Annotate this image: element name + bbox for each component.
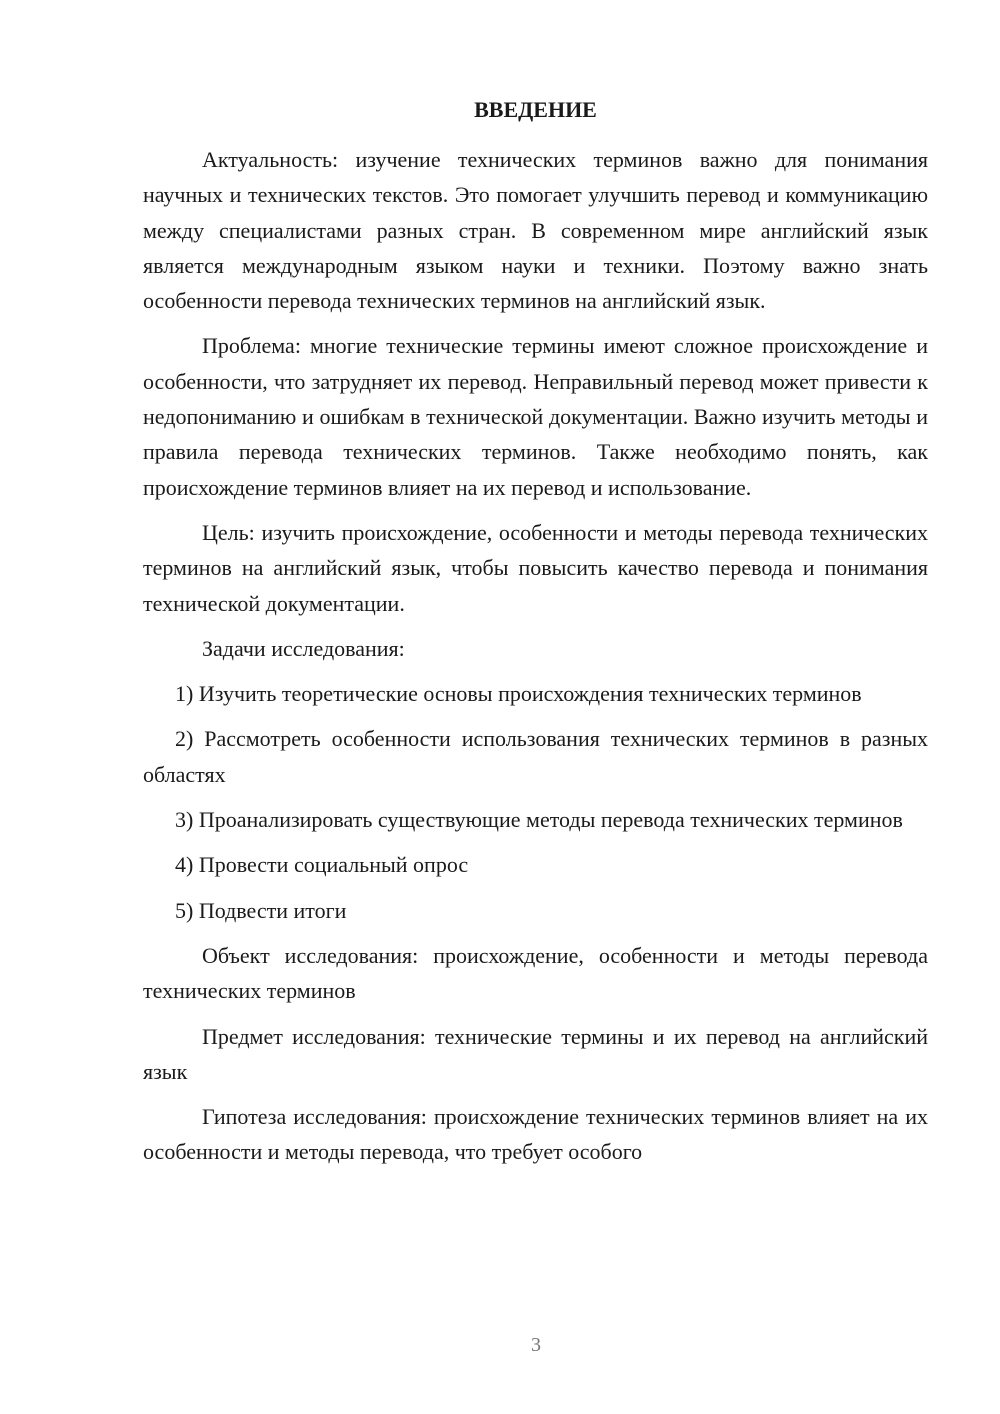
tasks-list (143, 676, 928, 928)
list-item: 2) Рассмотреть особенности использования технических терминов в разных областях (143, 726, 928, 787)
problem-paragraph: Проблема: многие технические термины имеют сложное происхождение и особенности, что затрудняет их перевод. Неправильный перевод может привести к недопониманию и ошибкам в технической документации. Важно изучить методы и правила перевода технических терминов. Также необходимо понять, как происхождение терминов влияет на их перевод и использование. (143, 333, 928, 500)
page-title: ВВЕДЕНИЕ (474, 97, 597, 122)
relevance-paragraph: Актуальность: изучение технических терминов важно для понимания научных и технических текстов. Это помогает улучшить перевод и коммуникацию между специалистами разных стран. В современном мире английский язык является международным языком науки и техники. Поэтому важно знать особенности перевода технических терминов на английский язык. (143, 147, 928, 314)
subject-paragraph: Предмет исследования: технические термины и их перевод на английский язык (143, 1023, 928, 1084)
list-item: 5) Подвести итоги (175, 897, 347, 923)
list-item: 1) Изучить теоретические основы происхождения технических терминов (175, 681, 862, 707)
goal-paragraph: Цель: изучить происхождение, особенности и методы перевода технических терминов на английский язык, чтобы повысить качество перевода и понимания технической документации. (143, 519, 928, 616)
page-content (143, 92, 928, 1180)
list-item: 4) Провести социальный опрос (175, 852, 469, 878)
list-item: 3) Проанализировать существующие методы перевода технических терминов (175, 807, 903, 833)
hypothesis-paragraph: Гипотеза исследования: происхождение технических терминов влияет на их особенности и методы перевода, что требует особого (143, 1104, 928, 1165)
page-number: 3 (531, 1334, 541, 1356)
object-paragraph: Объект исследования: происхождение, особенности и методы перевода технических терминов (143, 942, 928, 1004)
tasks-heading: Задачи исследования: (202, 635, 405, 661)
